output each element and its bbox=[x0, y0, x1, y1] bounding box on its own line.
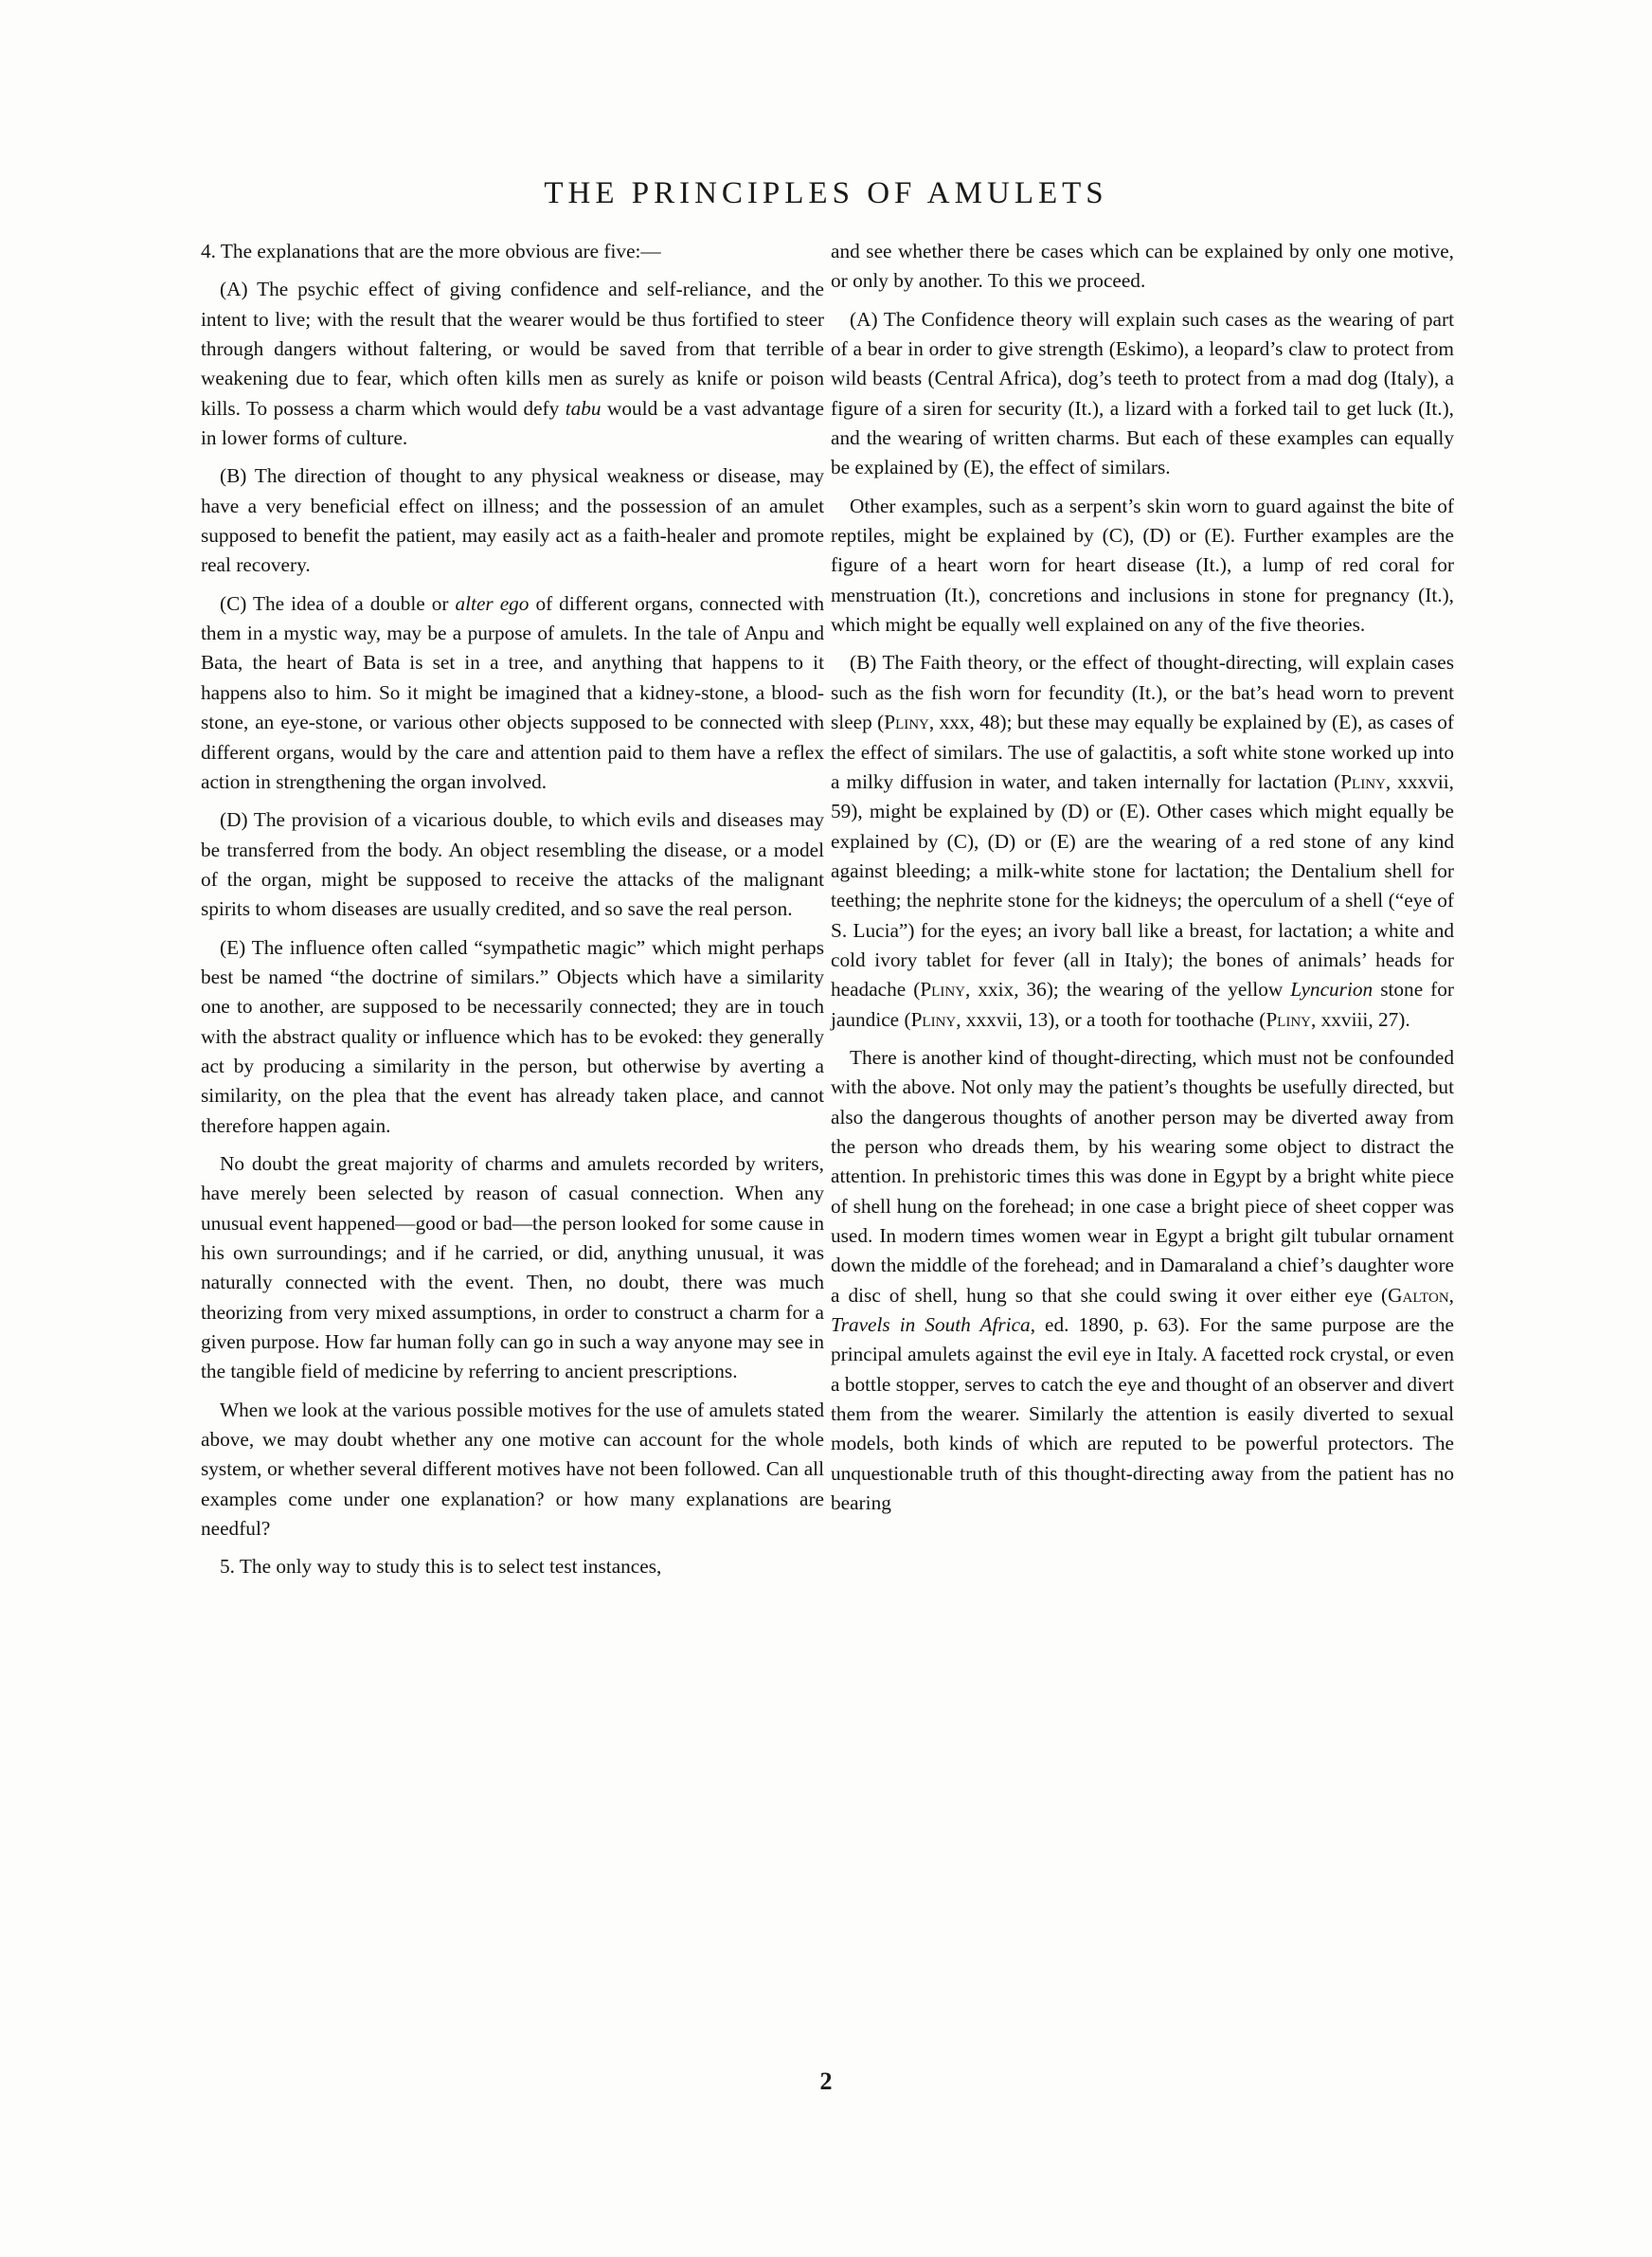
paragraph-text: (A) The psychic effect of giving confidence and self-reliance, and the intent to live; with the result that the wearer would be thus fortified to steer through dangers without faltering, or would be saved from that terrible weakening due to fear, which often kills men as surely as knife or poison kills. To possess a charm which would defy bbox=[201, 278, 824, 420]
paragraph-a-confidence bbox=[201, 275, 824, 453]
paragraph-other-examples: Other examples, such as a serpent’s skin worn to guard against the bite of reptiles, might be explained by (C), (D) or (E). Further examples are the figure of a heart worn for heart disease (It.), a lump of red coral for menstruation (It.), concretions and inclusions in stone for pregnancy (It.), which might be equally well explained on any of the five theories. bbox=[831, 494, 1454, 637]
paragraph-text: would be a vast advantage in lower forms of culture. bbox=[201, 396, 825, 450]
author-citation: Pliny bbox=[1340, 769, 1386, 793]
author-citation: Pliny bbox=[884, 711, 929, 734]
paragraph-text: of different organs, connected with them in a mystic way, may be a purpose of amulets. In the tale of Anpu and Bata, the heart of Bata is set in a tree, and anything that happens to it happens also to him. So it might be imagined that a kidney-stone, a blood-stone, an eye-stone, or various other objects supposed to be connected with different organs, would by the care and attention paid to them have a reflex action in strengthening the organ involved. bbox=[201, 591, 824, 793]
paragraph-text: (B) The Faith theory, or the effect of thought-directing, will explain cases such as the fish worn for fecundity (It.), or the bat’s head worn to prevent sleep ( bbox=[831, 651, 1454, 734]
italic-term: alter ego bbox=[455, 591, 530, 615]
paragraph-d-vicarious: (D) The provision of a vicarious double, to which evils and diseases may be transferred from the body. An object resembling the disease, or a model of the organ, might be supposed to receive the attacks of the malignant spirits to whom diseases are usually credited, and so save the real person. bbox=[201, 808, 824, 921]
paragraph-text: , xxx, 48); but these may equally be explained by (E), as cases of the effect of similars. The use of galactitis, a soft white stone worked up into a milky diffusion in water, and taken internally for lactation ( bbox=[831, 711, 1454, 793]
paragraph-continuation: and see whether there be cases which can be explained by only one motive, or only by another. To this we proceed. bbox=[831, 240, 1454, 293]
paragraph-section-5: 5. The only way to study this is to select test instances, bbox=[220, 1555, 662, 1579]
paragraph-casual-connection: No doubt the great majority of charms and amulets recorded by writers, have merely been selected by reason of casual connection. When any unusual event happened—good or bad—the person looked for some cause in his own surroundings; and if he carried, or did, anything unusual, it was naturally connected with the event. Then, no doubt, there was much theorizing from very mixed assumptions, in order to construct a charm for a given purpose. How far human folly can go in such a way anyone may see in the tangible field of medicine by referring to ancient prescriptions. bbox=[201, 1151, 824, 1383]
paragraph-c-double bbox=[201, 589, 824, 797]
page-number: 2 bbox=[819, 2067, 833, 2095]
italic-term: Lyncurion bbox=[1290, 978, 1374, 1002]
paragraph-b-direction: (B) The direction of thought to any physical weakness or disease, may have a very beneficial effect on illness; and the possession of an amulet supposed to benefit the patient, may easily act as a faith-healer and promote real recovery. bbox=[201, 464, 824, 577]
italic-term: tabu bbox=[565, 396, 602, 420]
author-citation: Pliny bbox=[1266, 1007, 1311, 1031]
right-column bbox=[831, 237, 1454, 1526]
paragraph-e-similars: (E) The influence often called “sympathetic magic” which might perhaps best be named “the doctrine of similars.” Objects which have a similarity one to another, are supposed to be necessarily connected; they are in touch with the abstract quality or influence which has to be evoked: they generally act by producing a similarity in the person, but otherwise by averting a similarity, on the plea that the event has already taken place, and cannot therefore happen again. bbox=[201, 935, 824, 1137]
paragraph-text: There is another kind of thought-directing, which must not be confounded with the above. Not only may the patient’s thoughts be usefully directed, but also the dangerous thoughts of another person may be diverted away from the person who dreads them, by his wearing some object to distract the attention. In prehistoric times this was done in Egypt by a bright white piece of shell hung on the forehead; in one case a bright piece of sheet copper was used. In modern times women wear in Egypt a bright gilt tubular ornament down the middle of the forehead; and in Damaraland a chief’s daughter wore a disc of shell, hung so that she could swing it over either eye ( bbox=[831, 1045, 1454, 1307]
paragraph-text: , ed. 1890, p. 63). For the same purpose are the principal amulets against the evil eye in Italy. A facetted rock crystal, or even a bottle stopper, serves to catch the eye and thought of an observer and divert them from the wearer. Similarly the attention is easily diverted to sexual models, both kinds of which are reputed to be powerful protectors. The unquestionable truth of this thought-directing away from the patient has no bearing bbox=[831, 1313, 1454, 1515]
paragraph-text: , xxxvii, 13), or a tooth for toothache ( bbox=[956, 1007, 1266, 1031]
running-head-title: THE PRINCIPLES OF AMULETS bbox=[544, 176, 1108, 210]
author-citation: Pliny bbox=[920, 978, 965, 1002]
paragraph-text: (C) The idea of a double or bbox=[220, 591, 449, 615]
italic-book-title: Travels in South Africa bbox=[831, 1313, 1031, 1337]
paragraph-text: , xxix, 36); the wearing of the yellow bbox=[965, 978, 1284, 1002]
paragraph-confidence-theory: (A) The Confidence theory will explain such cases as the wearing of part of a bear in order to give strength (Eskimo), a leopard’s claw to protect from wild beasts (Central Africa), dog’s teeth to protect from a mad dog (Italy), a figure of a siren for security (It.), a lizard with a forked tail to get luck (It.), and the wearing of written charms. But each of these examples can equally be explained by (E), the effect of similars. bbox=[831, 307, 1454, 479]
paragraph-section-4-intro: 4. The explanations that are the more obvious are five:— bbox=[201, 240, 661, 262]
author-citation: Galton bbox=[1388, 1283, 1449, 1307]
paragraph-text: , xxviii, 27). bbox=[1310, 1007, 1410, 1031]
paragraph-text: , xxxvii, 59), might be explained by (D) or (E). Other cases which might equally be explained by (C), (D) or (E) are the wearing of a red stone of any kind against bleeding; a milk-white stone for lactation; the Dentalium shell for teething; the nephrite stone for the kidneys; the operculum of a shell (“eye of S. Lucia”) for the eyes; an ivory ball like a breast, for lactation; a white and cold ivory tablet for fever (all in Italy); the bones of animals’ heads for headache ( bbox=[831, 769, 1454, 1002]
left-column bbox=[201, 237, 824, 1591]
author-citation: Pliny bbox=[910, 1007, 957, 1031]
paragraph-thought-directing: There is another kind of thought-directing, which must not be confounded with the above. Not only may the patient’s thoughts be usefully directed, but also the dangerous thoughts of another person may be diverted away from the person who dreads them, by his wearing some object to distract the attention. In prehistoric times this was done in Egypt by a bright white piece of shell hung on the forehead; in one case a bright piece of sheet copper was used. In modern times women wear in Egypt a bright gilt tubular ornament down the middle of the forehead; and in Damaraland a chief’s daughter wore a disc of shell, hung so that she could swing it over either eye (Galton, Travels in South Africa, ed. 1890, p. 63). For the same purpose are the principal amulets against the evil eye in Italy. A facetted rock crystal, or even a bottle stopper, serves to catch the eye and thought of an observer and divert them from the wearer. Similarly the attention is easily diverted to sexual models, both kinds of which are reputed to be powerful protectors. The unquestionable truth of this thought-directing away from the patient has no bearing bbox=[831, 1045, 1454, 1515]
paragraph-faith-theory bbox=[831, 648, 1454, 1034]
paragraph-motives: When we look at the various possible motives for the use of amulets stated above, we may doubt whether any one motive can account for the whole system, or whether several different motives have not been followed. Can all examples come under one explanation? or how many explanations are needful? bbox=[201, 1398, 824, 1541]
paragraph-text: stone for jaundice ( bbox=[831, 978, 1455, 1031]
